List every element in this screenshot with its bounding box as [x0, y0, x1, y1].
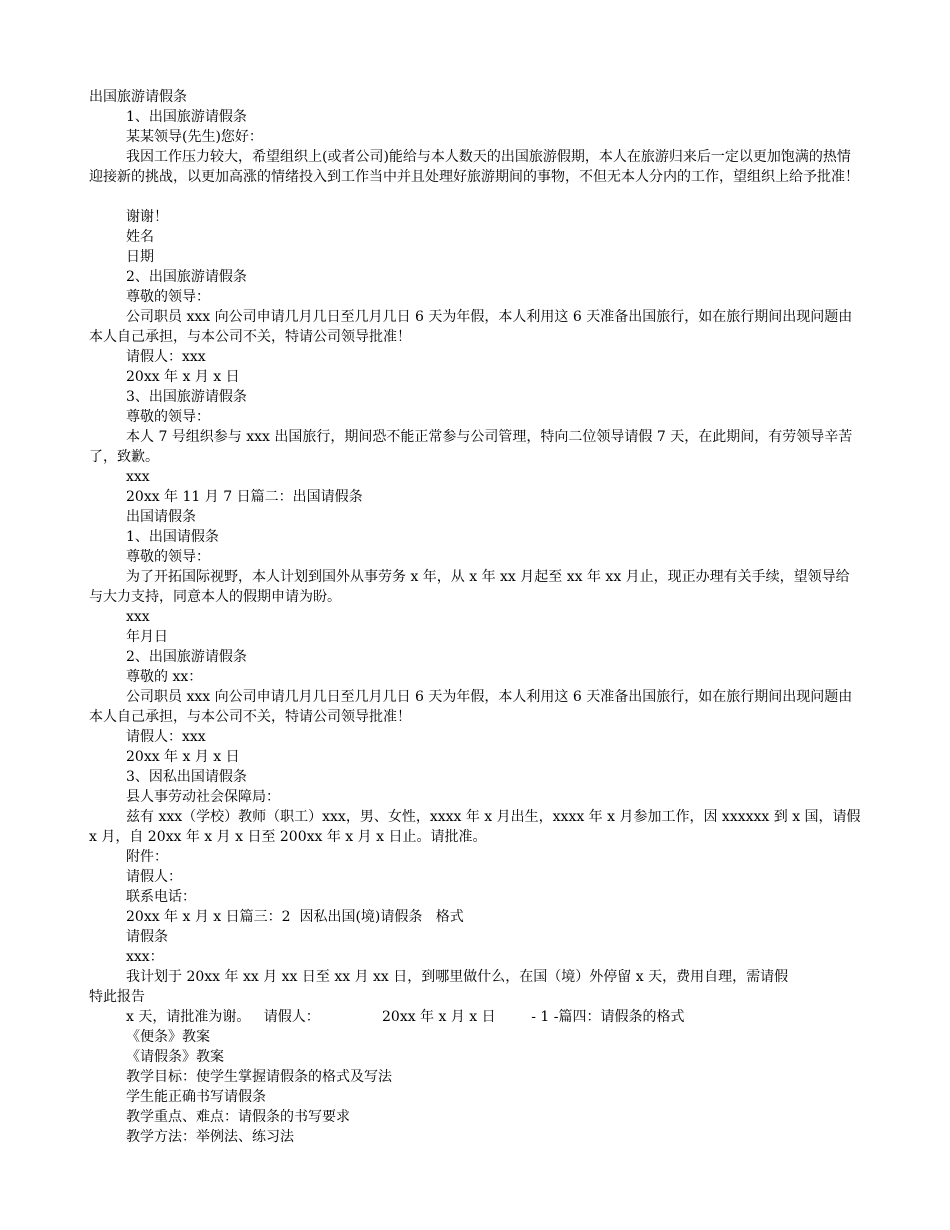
body-line: x 天，请批准为谢。 请假人： 20xx 年 x 月 x 日 - 1 -篇四：请假条的格式 — [126, 1009, 685, 1025]
signature-date: 20xx 年 11 月 7 日篇二：出国请假条 — [126, 489, 363, 505]
document-title: 出国旅游请假条 — [89, 89, 187, 105]
salutation: 尊敬的领导： — [126, 289, 210, 305]
lesson-line: 《请假条》教案 — [126, 1049, 224, 1065]
lesson-line: 学生能正确书写请假条 — [126, 1089, 266, 1105]
signature-date: 年月日 — [126, 629, 168, 645]
signature-date: 20xx 年 x 月 x 日 — [126, 369, 240, 385]
body-paragraph: 我因工作压力较大，希望组织上(或者公司)能给与本人数天的出国旅游假期，本人在旅游归来后一定以更加饱满的热情迎接新的挑战，以更加高涨的情绪投入到工作当中并且处理好旅游期间的事物，不但无本人分内的工作，望组织上给予批准！ — [89, 149, 859, 185]
signature-name: xxx — [126, 469, 150, 485]
part-title: 请假条 — [126, 929, 168, 945]
signature-date: 20xx 年 x 月 x 日 — [126, 749, 240, 765]
lesson-line: 教学重点、难点：请假条的书写要求 — [126, 1109, 350, 1125]
section-heading: 1、出国旅游请假条 — [126, 109, 247, 125]
salutation: 尊敬的领导： — [126, 549, 210, 565]
applicant-line: 请假人：xxx — [126, 729, 206, 745]
body-line: 我计划于 20xx 年 xx 月 xx 日至 xx 月 xx 日，到哪里做什么，在国（境）外停留 x 天，费用自理，需请假 — [126, 969, 789, 985]
body-paragraph: 为了开拓国际视野，本人计划到国外从事劳务 x 年，从 x 年 xx 月起至 xx 年 xx 月止，现正办理有关手续，望领导给与大力支持，同意本人的假期申请为盼。 — [89, 569, 850, 605]
addressee-org: 县人事劳动社会保障局： — [126, 789, 280, 805]
signature-date: 日期 — [126, 249, 154, 265]
lesson-line: 教学方法：举例法、练习法 — [126, 1129, 294, 1145]
document-content — [89, 87, 861, 1147]
salutation: 尊敬的领导： — [126, 409, 210, 425]
applicant-line: 请假人：xxx — [126, 349, 206, 365]
phone-line: 联系电话： — [126, 889, 196, 905]
thanks-line: 谢谢！ — [126, 209, 168, 225]
part-title: 出国请假条 — [126, 509, 196, 525]
body-paragraph: 兹有 xxx（学校）教师（职工）xxx，男、女性，xxxx 年 x 月出生，xxxx 年 x 月参加工作，因 xxxxxx 到 x 国，请假 x 月，自 20xx 年 x 月 x 日至 200xx 年 x 月 x 日止。请批准。 — [89, 809, 861, 845]
body-line: 特此报告 — [89, 989, 145, 1005]
attachment-line: 附件： — [126, 849, 168, 865]
lesson-line: 教学目标：使学生掌握请假条的格式及写法 — [126, 1069, 392, 1085]
addressee: xxx： — [126, 949, 164, 965]
section-heading: 3、出国旅游请假条 — [126, 389, 247, 405]
section-heading: 2、出国旅游请假条 — [126, 269, 247, 285]
signature-name: 姓名 — [126, 229, 154, 245]
salutation: 某某领导(先生)您好： — [126, 129, 263, 145]
section-heading: 1、出国请假条 — [126, 529, 219, 545]
section-heading: 3、因私出国请假条 — [126, 769, 247, 785]
section-heading: 2、出国旅游请假条 — [126, 649, 247, 665]
signature-name: xxx — [126, 609, 150, 625]
body-paragraph: 公司职员 xxx 向公司申请几月几日至几月几日 6 天为年假，本人利用这 6 天准备出国旅行，如在旅行期间出现问题由本人自己承担，与本公司不关，特请公司领导批准！ — [89, 309, 853, 345]
signature-date: 20xx 年 x 月 x 日篇三：2 因私出国(境)请假条 格式 — [126, 909, 464, 925]
applicant-line: 请假人： — [126, 869, 182, 885]
salutation: 尊敬的 xx： — [126, 669, 203, 685]
lesson-line: 《便条》教案 — [126, 1029, 210, 1045]
body-paragraph: 本人 7 号组织参与 xxx 出国旅行，期间恐不能正常参与公司管理，特向二位领导请假 7 天，在此期间，有劳领导辛苦了，致歉。 — [89, 429, 853, 465]
body-paragraph: 公司职员 xxx 向公司申请几月几日至几月几日 6 天为年假，本人利用这 6 天准备出国旅行，如在旅行期间出现问题由本人自己承担，与本公司不关，特请公司领导批准！ — [89, 689, 853, 725]
